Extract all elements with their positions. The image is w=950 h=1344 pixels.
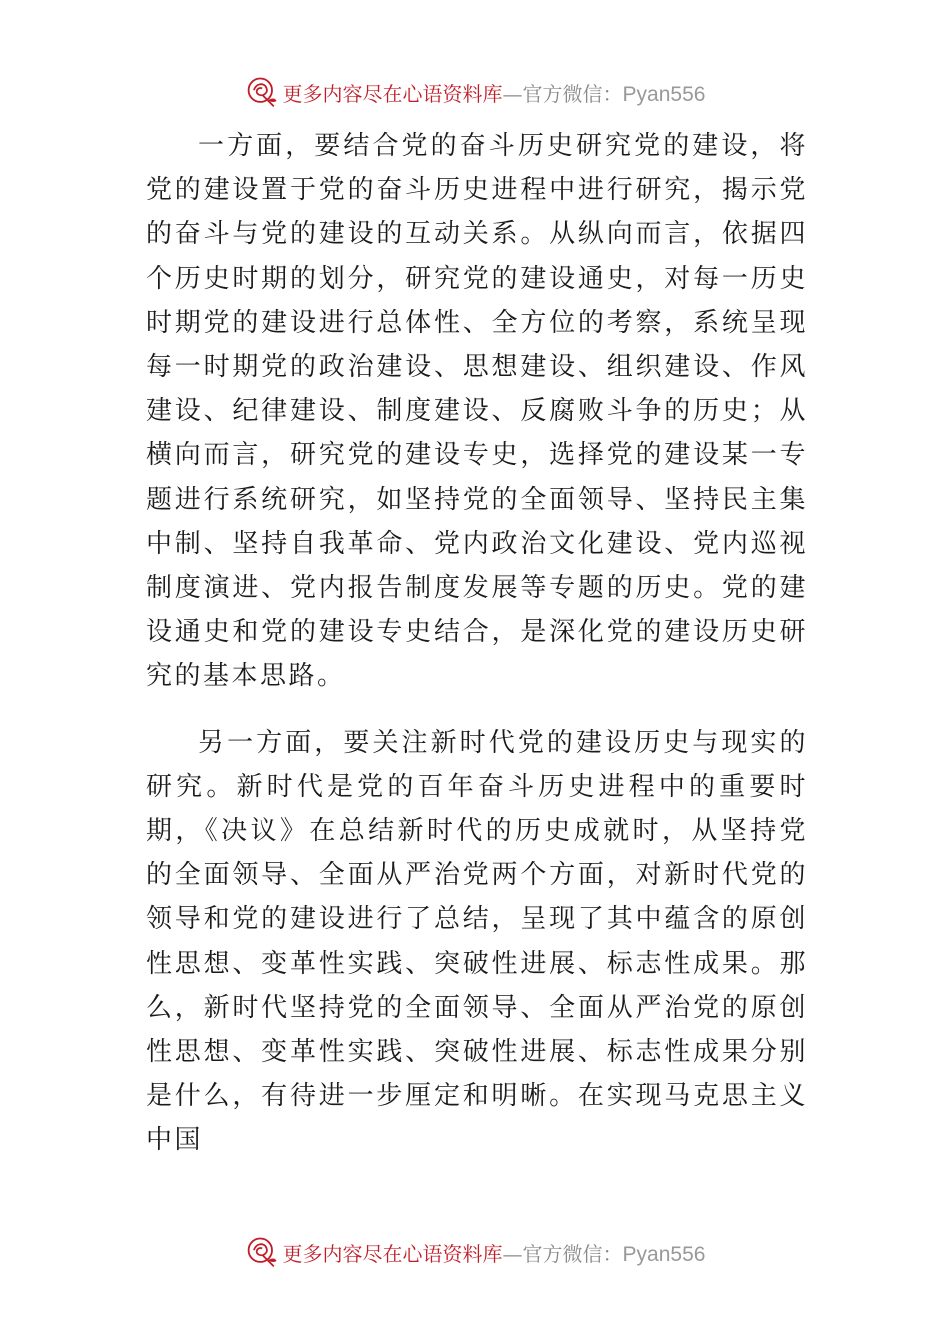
paragraph-2: 另一方面，要关注新时代党的建设历史与现实的研究。新时代是党的百年奋斗历史进程中的重要时期，《决议》在总结新时代的历史成就时，从坚持党的全面领导、全面从严治党两个方面，对新时代党的领导和党的建设进行了总结，呈现了其中蕴含的原创性思想、变革性实践、突破性进展、标志性成果。那么，新时代坚持党的全面领导、全面从严治党的原创性思想、变革性实践、突破性进展、标志性成果分别是什么，有待进一步厘定和明晰。在实现马克思主义中国 [146,727,808,1156]
watermark-wechat-id: Pyan556 [622,82,706,106]
watermark-separator: — [502,81,523,106]
watermark-text [283,78,706,107]
watermark-label: 官方微信： [522,81,623,106]
rose-flower-icon [245,74,281,110]
footer-watermark [0,1232,950,1272]
watermark-text [283,1238,706,1267]
watermark-brand: 更多内容尽在心语资料库 [282,1241,503,1266]
paragraph-1: 一方面，要结合党的奋斗历史研究党的建设，将党的建设置于党的奋斗历史进程中进行研究，揭示党的奋斗与党的建设的互动关系。从纵向而言，依据四个历史时期的划分，研究党的建设通史，对每一历史时期党的建设进行总体性、全方位的考察，系统呈现每一时期党的政治建设、思想建设、组织建设、作风建设、纪律建设、制度建设、反腐败斗争的历史；从横向而言，研究党的建设专史，选择党的建设某一专题进行系统研究，如坚持党的全面领导、坚持民主集中制、坚持自我革命、党内政治文化建设、党内巡视制度演进、党内报告制度发展等专题的历史。党的建设通史和党的建设专史结合，是深化党的建设历史研究的基本思路。 [146,131,808,692]
rose-flower-icon [245,1234,281,1270]
document-body [146,124,808,1163]
watermark-brand: 更多内容尽在心语资料库 [282,81,503,106]
header-watermark [0,72,950,112]
watermark-separator: — [502,1241,523,1266]
watermark-wechat-id: Pyan556 [622,1242,706,1266]
watermark-label: 官方微信： [522,1241,623,1266]
